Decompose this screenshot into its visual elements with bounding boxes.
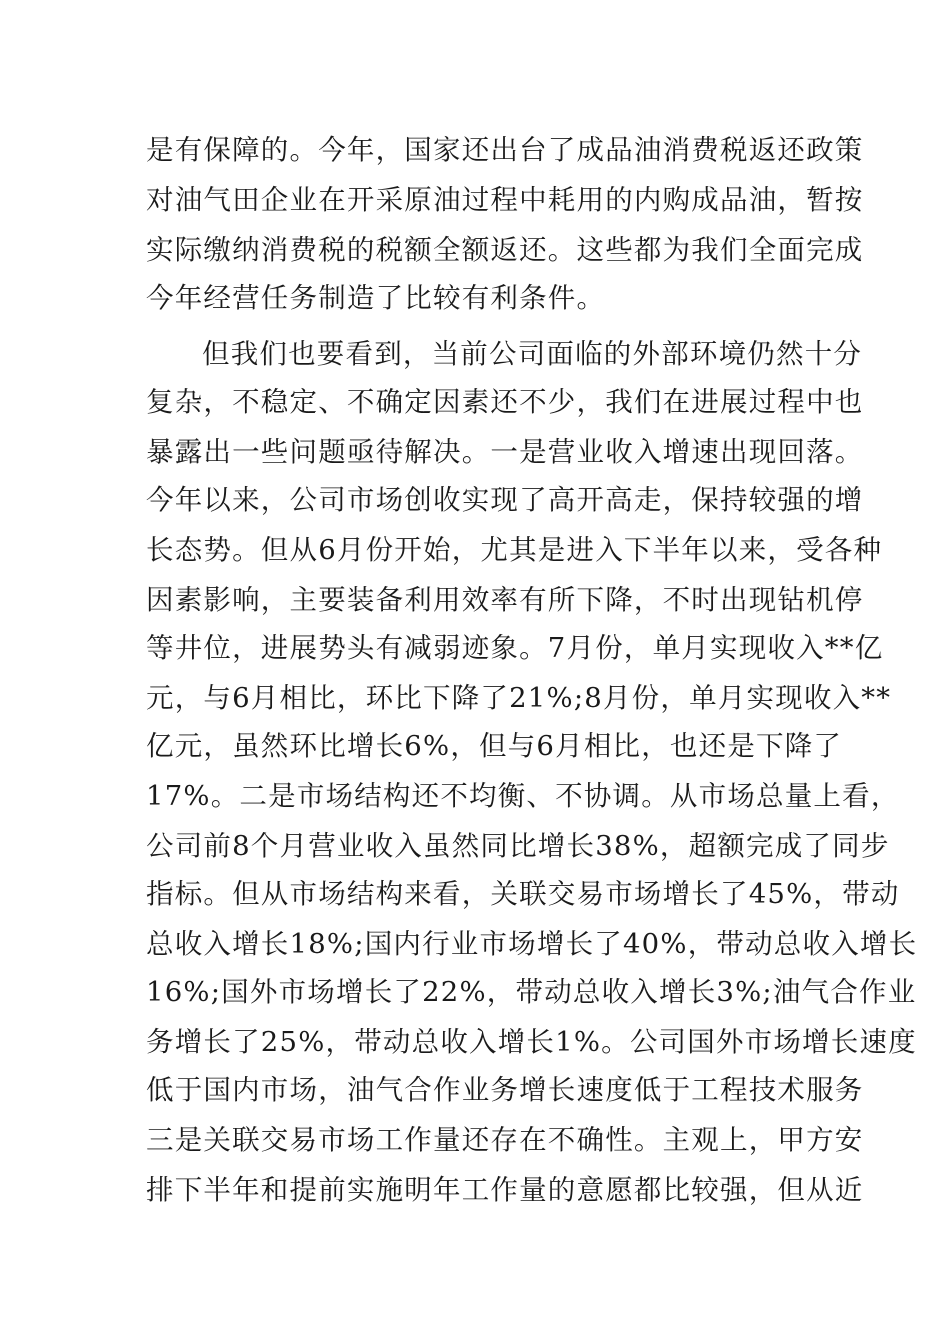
text-line: 但我们也要看到，当前公司面临的外部环境仍然十分: [202, 338, 863, 370]
text-line: 亿元，虽然环比增长6%，但与6月相比，也还是下降了: [146, 730, 843, 762]
text-line: 是有保障的。今年，国家还出台了成品油消费税返还政策: [146, 134, 864, 166]
text-line: 务增长了25%，带动总收入增长1%。公司国外市场增长速度: [146, 1026, 917, 1058]
text-line: 公司前8个月营业收入虽然同比增长38%，超额完成了同步: [146, 830, 890, 862]
text-line: 总收入增长18%;国内行业市场增长了40%，带动总收入增长: [146, 928, 918, 960]
text-line: 因素影响，主要装备利用效率有所下降，不时出现钻机停: [146, 584, 864, 616]
text-line: 今年以来，公司市场创收实现了高开高走，保持较强的增: [146, 484, 864, 516]
text-line: 今年经营任务制造了比较有利条件。: [146, 282, 606, 314]
text-line: 排下半年和提前实施明年工作量的意愿都比较强，但从近: [146, 1174, 864, 1206]
text-line: 等井位，进展势头有减弱迹象。7月份，单月实现收入**亿: [146, 632, 884, 664]
text-line: 指标。但从市场结构来看，关联交易市场增长了45%，带动: [146, 878, 900, 910]
text-line: 元，与6月相比，环比下降了21%;8月份，单月实现收入**: [146, 682, 892, 714]
text-line: 16%;国外市场增长了22%，带动总收入增长3%;油气合作业: [146, 976, 917, 1008]
text-line: 复杂，不稳定、不确定因素还不少，我们在进展过程中也: [146, 386, 864, 418]
text-line: 三是关联交易市场工作量还存在不确性。主观上，甲方安: [146, 1124, 864, 1156]
text-line: 17%。二是市场结构还不均衡、不协调。从市场总量上看，: [146, 780, 900, 812]
text-line: 实际缴纳消费税的税额全额返还。这些都为我们全面完成: [146, 234, 864, 266]
text-line: 对油气田企业在开采原油过程中耗用的内购成品油，暂按: [146, 184, 864, 216]
text-line: 暴露出一些问题亟待解决。一是营业收入增速出现回落。: [146, 436, 864, 468]
text-line: 低于国内市场，油气合作业务增长速度低于工程技术服务: [146, 1074, 864, 1106]
text-line: 长态势。但从6月份开始，尤其是进入下半年以来，受各种: [146, 534, 883, 566]
